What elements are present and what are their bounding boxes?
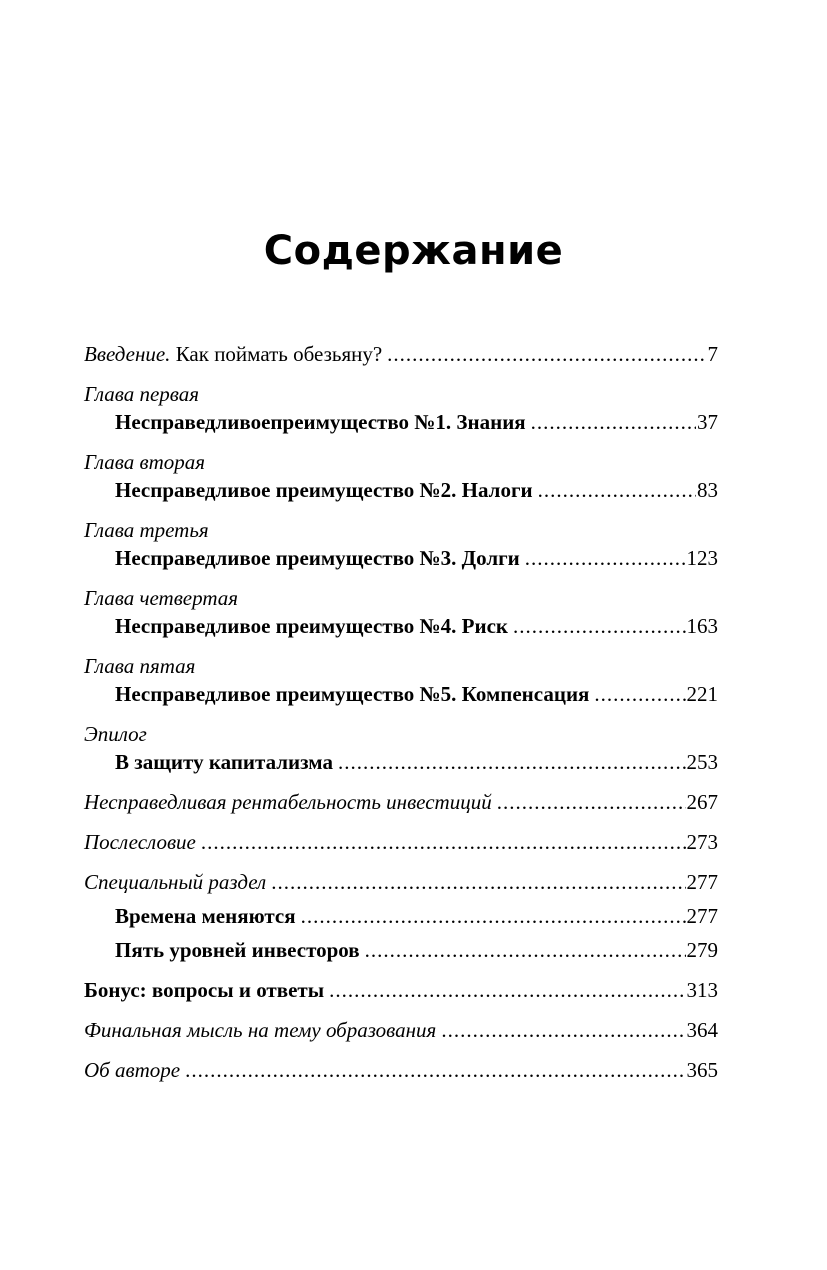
toc-entry-label: Бонус: вопросы и ответы	[84, 978, 325, 1002]
toc-entry-label: Послесловие	[84, 830, 196, 854]
toc-page-number: 279	[686, 938, 718, 962]
toc-page-number: 221	[686, 682, 718, 706]
toc-entry-label: Финальная мысль на тему образования	[84, 1018, 437, 1042]
toc-page-number: 313	[686, 978, 718, 1002]
dot-leader	[525, 545, 686, 571]
toc-entry-label: Пять уровней инвесторов	[115, 938, 360, 962]
toc-page-number: 277	[686, 870, 718, 894]
dot-leader	[185, 1057, 685, 1083]
toc-page-number: 123	[686, 546, 718, 570]
toc-entry-chapter-4	[115, 613, 718, 639]
toc-page-number: 37	[697, 410, 718, 434]
toc-entry-chapter-3	[115, 545, 718, 571]
toc-entry-label: Введение. Как поймать обезьяну?	[84, 342, 383, 366]
toc-entry-epilogue	[115, 749, 718, 775]
toc-entry-label: В защиту капитализма	[115, 750, 333, 774]
toc-entry-afterword	[84, 829, 718, 855]
dot-leader	[513, 613, 685, 639]
toc-page-number: 83	[697, 478, 718, 502]
dot-leader	[594, 681, 685, 707]
dot-leader	[497, 789, 686, 815]
toc-entry-introduction	[84, 341, 718, 367]
toc-entry-label: Об авторе	[84, 1058, 181, 1082]
page-title: Содержание	[263, 228, 564, 274]
dot-leader	[365, 937, 686, 963]
toc-entry-label: Несправедливоепреимущество №1. Знания	[115, 410, 526, 434]
dot-leader	[441, 1017, 685, 1043]
toc-entry-about-author	[84, 1057, 718, 1083]
toc-entry-label: Специальный раздел	[84, 870, 267, 894]
dot-leader	[271, 869, 685, 895]
toc-entry-label: Несправедливое преимущество №5. Компенсация	[115, 682, 590, 706]
toc-page-number: 277	[686, 904, 718, 928]
toc-entry-bonus	[84, 977, 718, 1003]
toc-entry-chapter-1	[115, 409, 718, 435]
dot-leader	[531, 409, 696, 435]
toc-entry-chapter-5	[115, 681, 718, 707]
chapter-heading: Глава пятая	[84, 654, 196, 678]
dot-leader	[338, 749, 686, 775]
toc-entry-label: Времена меняются	[115, 904, 296, 928]
chapter-heading: Глава третья	[84, 518, 209, 542]
toc-entry-final-thought	[84, 1017, 718, 1043]
dot-leader	[538, 477, 696, 503]
chapter-heading: Глава первая	[84, 382, 200, 406]
toc-page-number: 267	[686, 790, 718, 814]
dot-leader	[387, 341, 706, 367]
dot-leader	[329, 977, 685, 1003]
toc-entry-times-change	[115, 903, 718, 929]
toc-page-number: 7	[707, 342, 718, 366]
toc-entry-five-levels	[115, 937, 718, 963]
toc-entry-special-section	[84, 869, 718, 895]
dot-leader	[201, 829, 686, 855]
toc-entry-label: Несправедливая рентабельность инвестиций	[84, 790, 492, 814]
toc-page-number: 365	[686, 1058, 718, 1082]
dot-leader	[301, 903, 686, 929]
toc-entry-chapter-2	[115, 477, 718, 503]
toc-page-number: 273	[686, 830, 718, 854]
chapter-heading: Глава вторая	[84, 450, 206, 474]
toc-entry-label: Несправедливое преимущество №2. Налоги	[115, 478, 533, 502]
toc-page-number: 364	[686, 1018, 718, 1042]
toc-entry-label: Несправедливое преимущество №4. Риск	[115, 614, 509, 638]
chapter-heading: Глава четвертая	[84, 586, 239, 610]
toc-entry-label: Несправедливое преимущество №3. Долги	[115, 546, 520, 570]
chapter-heading: Эпилог	[84, 722, 147, 746]
toc-page-number: 163	[686, 614, 718, 638]
toc-entry-unfair-return	[84, 789, 718, 815]
toc-page-number: 253	[686, 750, 718, 774]
